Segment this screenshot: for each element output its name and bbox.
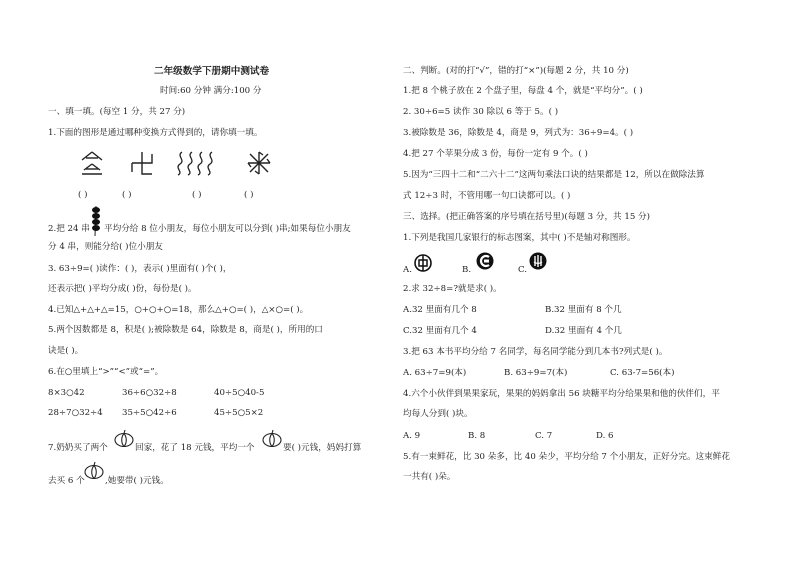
choice-4-option-b[interactable]: B. 8 bbox=[468, 431, 486, 441]
choice-1-option-c[interactable]: C. bbox=[518, 265, 528, 275]
choice-4-line-2: 均每人分到( )块。 bbox=[403, 409, 473, 419]
page-title: 二年级数学下册期中测试卷 bbox=[154, 66, 270, 77]
pumpkin-icon bbox=[114, 429, 134, 447]
question-1: 1.下面的图形是通过哪种变换方式得到的，请你填一填。 bbox=[48, 128, 263, 138]
section-2-title: 二、判断。(对的打“√”，错的打“×”)(每题 2 分，共 10 分) bbox=[403, 66, 629, 76]
compare-3: 40÷5○40-5 bbox=[214, 388, 265, 398]
question-7-part-3: 要( )元钱，妈妈打算 bbox=[283, 443, 362, 453]
choice-1-option-a[interactable]: A. bbox=[403, 265, 412, 275]
question-7-part-2: 回家，花了 18 元钱，平均一个 bbox=[135, 443, 255, 453]
bank-logo-b-icon bbox=[476, 252, 494, 270]
pumpkin-icon bbox=[262, 429, 282, 447]
section-1-title: 一、填一填。(每空 1 分，共 27 分) bbox=[48, 107, 186, 117]
question-3-line-2: 还表示把( )平均分成( )份，每份是( )。 bbox=[48, 284, 197, 294]
choice-4-line-1: 4.六个小伙伴到果果家玩，果果的妈妈拿出 56 块糖平均分给果果和他的伙伴们，平 bbox=[403, 389, 720, 399]
choice-3: 3.把 63 本书平均分给 7 名同学，每名同学能分到几本书?列式是( )。 bbox=[403, 347, 668, 357]
choice-4-option-d[interactable]: D. 6 bbox=[596, 431, 614, 441]
bank-logo-a-icon bbox=[414, 254, 432, 272]
choice-1: 1.下列是我国几家银行的标志图案，其中( )不是轴对称图形。 bbox=[403, 233, 636, 243]
q1-blank-2[interactable]: ( ) bbox=[122, 190, 132, 200]
choice-2-option-b[interactable]: B.32 里面有 8 个几 bbox=[545, 305, 622, 315]
compare-5: 35÷5○42÷6 bbox=[122, 408, 177, 418]
question-2-line-2: 分 4 串，则能分给( )位小朋友 bbox=[48, 242, 163, 252]
choice-2-option-a[interactable]: A.32 里面有几个 8 bbox=[403, 305, 477, 315]
choice-2-option-d[interactable]: D.32 里面有 4 个几 bbox=[545, 326, 622, 336]
skewer-icon bbox=[90, 206, 102, 236]
choice-3-option-c[interactable]: C. 63-7=56(本) bbox=[610, 368, 675, 378]
pattern-figure-3-icon bbox=[174, 150, 220, 176]
question-2-line-1: 平均分给 8 位小朋友，每位小朋友可以分到( )串;如果每位小朋友 bbox=[104, 224, 351, 234]
pattern-figure-2-icon bbox=[128, 150, 156, 176]
question-7-part-1: 7.奶奶买了两个 bbox=[48, 443, 108, 453]
choice-2-option-c[interactable]: C.32 里面有几个 4 bbox=[403, 326, 477, 336]
question-2-start: 2.把 24 串 bbox=[48, 224, 90, 234]
choice-5-line-2: 一共有( )朵。 bbox=[403, 472, 456, 482]
compare-4: 28÷7○32÷4 bbox=[48, 408, 103, 418]
question-6: 6.在○里填上“>”“<”或“=”。 bbox=[48, 367, 164, 377]
question-3-line-1: 3. 63÷9=( )读作：( )，表示( )里面有( )个( )， bbox=[48, 264, 232, 274]
question-4: 4.已知△+△+△=15，○+○+○=18，那么△+○=( )，△×○=( )。 bbox=[48, 305, 309, 315]
bank-logo-c-icon bbox=[529, 252, 547, 270]
question-5-line-2: 诀是( )。 bbox=[48, 346, 84, 356]
choice-3-option-b[interactable]: B. 63÷9=7(本) bbox=[504, 368, 568, 378]
q1-blank-1[interactable]: ( ) bbox=[78, 190, 88, 200]
pattern-figure-1-icon bbox=[78, 150, 106, 176]
choice-4-option-a[interactable]: A. 9 bbox=[403, 431, 421, 441]
compare-2: 36÷6○32÷8 bbox=[122, 388, 177, 398]
judge-5-line-2: 式 12÷3 时，不管用哪一句口诀都可以。( ) bbox=[403, 191, 571, 201]
choice-4-option-c[interactable]: C. 7 bbox=[535, 431, 553, 441]
judge-1: 1.把 8 个桃子放在 2 个盘子里，每盘 4 个，就是“平均分”。( ) bbox=[403, 86, 643, 96]
choice-3-option-a[interactable]: A. 63÷7=9(本) bbox=[403, 368, 467, 378]
q1-blank-3[interactable]: ( ) bbox=[192, 190, 202, 200]
exam-time-score: 时间:60 分钟 满分:100 分 bbox=[160, 86, 262, 96]
section-3-title: 三、选择。(把正确答案的序号填在括号里)(每题 3 分，共 15 分) bbox=[403, 212, 650, 222]
pumpkin-icon bbox=[84, 461, 104, 479]
question-5-line-1: 5.两个因数都是 8，积是( );被除数是 64，除数是 8，商是( )，所用的口 bbox=[48, 325, 323, 335]
question-7-part-4: 去买 6 个 bbox=[48, 476, 85, 486]
judge-5-line-1: 5.因为“三四十二和“二六十二”这两句乘法口诀的结果都是 12，所以在做除法算 bbox=[403, 170, 705, 180]
choice-1-option-b[interactable]: B. bbox=[462, 265, 472, 275]
choice-5-line-1: 5.有一束鲜花，比 30 朵多，比 40 朵少，平均分给 7 个小朋友，正好分完。这束鲜花 bbox=[403, 452, 730, 462]
judge-2: 2. 30÷6=5 读作 30 除以 6 等于 5。( ) bbox=[403, 107, 559, 117]
judge-3: 3.被除数是 36，除数是 4，商是 9，列式为：36÷9=4。( ) bbox=[403, 128, 634, 138]
compare-1: 8×3○42 bbox=[48, 388, 85, 398]
pattern-figure-4-icon bbox=[245, 150, 273, 176]
choice-2: 2.求 32÷8=?就是求( )。 bbox=[403, 284, 502, 294]
judge-4: 4.把 27 个苹果分成 3 份，每份一定有 9 个。( ) bbox=[403, 149, 588, 159]
q1-blank-4[interactable]: ( ) bbox=[244, 190, 254, 200]
compare-6: 45÷5○5×2 bbox=[214, 408, 264, 418]
question-7-part-5: ,她要带( )元钱。 bbox=[105, 476, 169, 486]
